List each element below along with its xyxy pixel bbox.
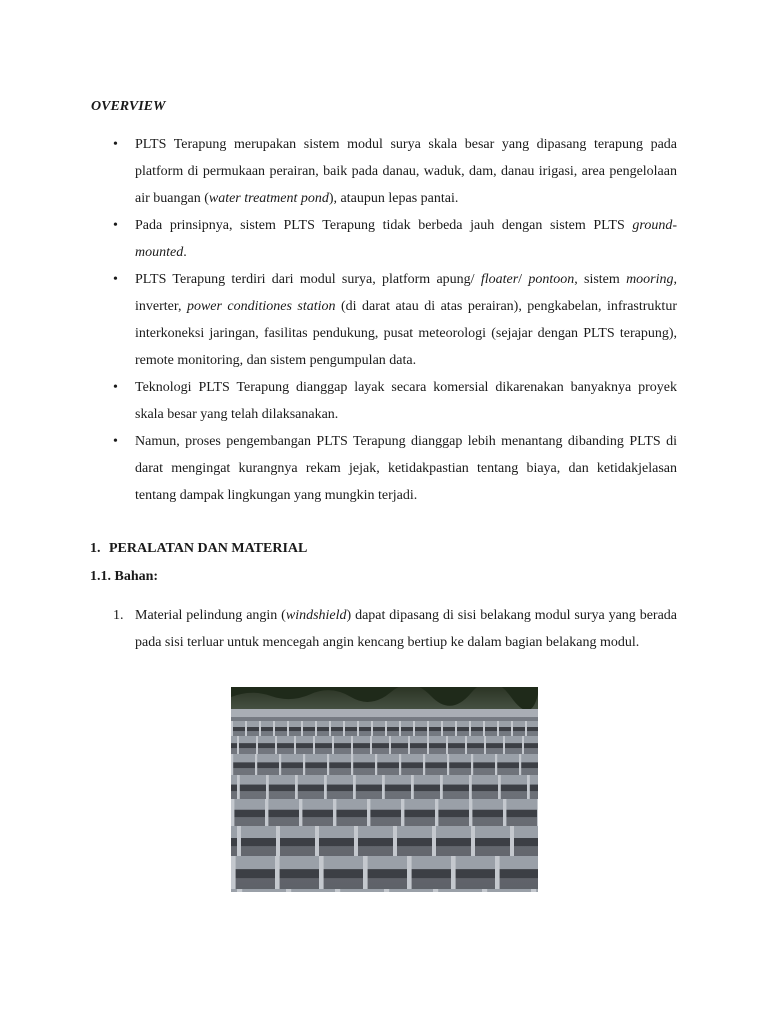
frame-post [511, 721, 513, 736]
text-run: / [518, 272, 529, 287]
overview-bullet-item [113, 266, 677, 374]
frame-post [482, 889, 487, 892]
frame-post [301, 721, 303, 736]
frame-post [446, 736, 448, 754]
frame-post [357, 721, 359, 736]
text-run: , inverter, [135, 272, 678, 314]
frame-post [303, 754, 305, 775]
frame-post [413, 721, 415, 736]
frame-post [399, 721, 401, 736]
frame-post [484, 736, 486, 754]
italic-term: power conditiones station [186, 299, 336, 314]
frame-shadow [231, 810, 538, 817]
frame-post [441, 721, 443, 736]
overview-bullet-item [113, 428, 677, 509]
frame-post [407, 856, 412, 889]
frame-beam [231, 754, 538, 762]
frame-post [276, 826, 280, 856]
frame-shadow [231, 743, 538, 748]
frame-post [335, 889, 340, 892]
section-heading [90, 541, 307, 557]
frame-post [315, 721, 317, 736]
floating-solar-frame-photo [231, 687, 538, 892]
frame-beam [231, 736, 538, 743]
frame-post [495, 856, 500, 889]
frame-post [519, 754, 521, 775]
materials-numbered-list [113, 602, 677, 656]
frame-post [401, 799, 404, 826]
frame-post [265, 799, 268, 826]
frame-post [451, 856, 456, 889]
frame-post [423, 754, 425, 775]
frame-post [447, 754, 449, 775]
frame-post [389, 736, 391, 754]
frame-post [433, 889, 438, 892]
text-run: ), ataupun lepas pantai. [328, 191, 459, 206]
text-run: Material pelindung angin ( [135, 608, 286, 623]
frame-post [495, 754, 497, 775]
italic-term: ground-mounted [135, 218, 677, 260]
frame-post [329, 721, 331, 736]
frame-post [471, 754, 473, 775]
frame-post [537, 799, 538, 826]
frame-post [503, 736, 505, 754]
frame-post [367, 799, 370, 826]
frame-post [333, 799, 336, 826]
frame-post [231, 799, 234, 826]
text-run: PLTS Terapung merupakan sistem modul surya skala besar yang dipasang terapung pada platform di permukaan perairan, baik pada danau, waduk, dam, danau irigasi, area pengelolaan air buangan ( [135, 137, 677, 206]
frame-post [266, 775, 269, 799]
overview-bullet-item [113, 131, 677, 212]
list-number: 1. [113, 608, 124, 623]
frame-post [237, 889, 242, 892]
subsection-heading: 1.1. Bahan: [90, 569, 159, 584]
frame-post [435, 799, 438, 826]
frame-post [384, 889, 389, 892]
italic-term: pontoon [528, 272, 575, 287]
text-run: Namun, proses pengembangan PLTS Terapung dianggap lebih menantang dibanding PLTS di darat mengingat kurangnya rekam jejak, ketidakpastian tentang biaya, dan ketidakjelasan tentang dampak lingkungan yang mungkin terjadi. [135, 434, 677, 503]
frame-post [527, 775, 530, 799]
frame-post [279, 754, 281, 775]
frame-post [354, 826, 358, 856]
frame-post [393, 826, 397, 856]
frame-post [237, 736, 239, 754]
frame-post [295, 775, 298, 799]
frame-post [471, 826, 475, 856]
floating-solar-frame-image [231, 687, 538, 892]
frame-shadow [231, 762, 538, 768]
frame-post [273, 721, 275, 736]
frame-post [411, 775, 414, 799]
frame-post [455, 721, 457, 736]
italic-term: windshield [285, 608, 347, 623]
italic-term: floater [480, 272, 519, 287]
frame-post [294, 736, 296, 754]
text-run: PLTS Terapung terdiri dari modul surya, platform apung/ [135, 272, 481, 287]
frame-post [286, 889, 291, 892]
frame-post [503, 799, 506, 826]
frame-post [256, 736, 258, 754]
frame-post [498, 775, 501, 799]
frame-post [343, 721, 345, 736]
frame-post [427, 736, 429, 754]
frame-post [319, 856, 324, 889]
frame-post [525, 721, 527, 736]
frame-post [275, 856, 280, 889]
text-run: (di darat atau di atas perairan), pengkabelan, infrastruktur interkoneksi jaringan, fasilitas pendukung, pusat meteorologi (sejajar dengan PLTS terapung), remote monitoring, dan sistem pengumpulan data. [135, 299, 677, 368]
frame-post [522, 736, 524, 754]
frame-post [483, 721, 485, 736]
frame-post [465, 736, 467, 754]
frame-shadow [231, 727, 538, 731]
frame-post [399, 754, 401, 775]
frame-post [371, 721, 373, 736]
frame-post [531, 889, 536, 892]
section-number: 1. [90, 541, 101, 556]
frame-post [231, 856, 236, 889]
frame-post [427, 721, 429, 736]
frame-post [255, 754, 257, 775]
text-run: Teknologi PLTS Terapung dianggap layak secara komersial dikarenakan banyaknya proyek skala besar yang telah dilaksanakan. [135, 380, 677, 422]
frame-post [287, 721, 289, 736]
frame-post [408, 736, 410, 754]
text-run: ) dapat dipasang di sisi belakang modul surya yang berada pada sisi terluar untuk mencegah angin kencang bertiup ke dalam bagian belakang modul. [135, 608, 677, 650]
overview-bullet-item [113, 374, 677, 428]
frame-post [327, 754, 329, 775]
frame-post [299, 799, 302, 826]
frame-post [363, 856, 368, 889]
frame-post [231, 721, 233, 736]
text-run: , sistem [574, 272, 627, 287]
italic-term: mooring [626, 272, 674, 287]
frame-post [351, 736, 353, 754]
text-run: Pada prinsipnya, sistem PLTS Terapung tidak berbeda jauh dengan sistem PLTS [135, 218, 633, 233]
frame-post [231, 754, 233, 775]
frame-post [469, 721, 471, 736]
frame-post [440, 775, 443, 799]
frame-post [353, 775, 356, 799]
overview-heading: OVERVIEW [91, 99, 166, 114]
frame-post [382, 775, 385, 799]
frame-post [324, 775, 327, 799]
overview-bullet-list [113, 131, 677, 509]
frame-post [275, 736, 277, 754]
frame-post [237, 826, 241, 856]
frame-post [510, 826, 514, 856]
text-run: . [183, 245, 187, 260]
frame-post [370, 736, 372, 754]
frame-post [313, 736, 315, 754]
frame-post [351, 754, 353, 775]
italic-term: water treatment pond [208, 191, 329, 206]
frame-post [469, 799, 472, 826]
material-item [113, 602, 677, 656]
frame-post [237, 775, 240, 799]
frame-post [375, 754, 377, 775]
frame-post [259, 721, 261, 736]
frame-beam [231, 799, 538, 810]
overview-bullet-item [113, 212, 677, 266]
frame-post [332, 736, 334, 754]
frame-beam [231, 721, 538, 727]
frame-post [432, 826, 436, 856]
frame-post [385, 721, 387, 736]
frame-post [315, 826, 319, 856]
section-title: PERALATAN DAN MATERIAL [109, 541, 308, 556]
frame-post [497, 721, 499, 736]
frame-post [245, 721, 247, 736]
frame-post [469, 775, 472, 799]
